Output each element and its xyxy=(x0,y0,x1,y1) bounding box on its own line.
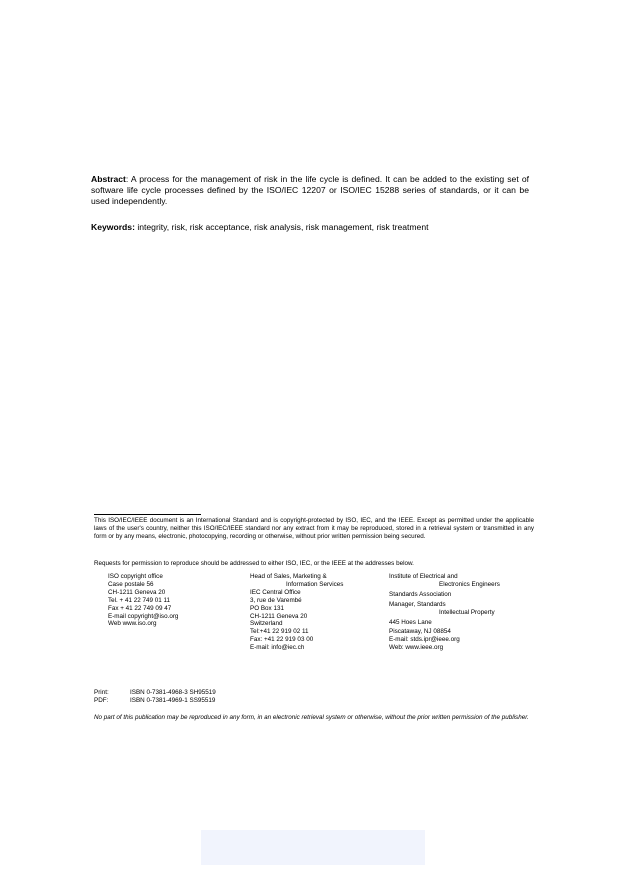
abstract-text: : A process for the management of risk in the life cycle is defined. It can be added to the existing set of software life cycle processes defined by the ISO/IEC 12207 or ISO/IEC 15288 series of standards, or it can be used independently. xyxy=(91,174,529,206)
iso-address-line: Fax + 41 22 749 09 47 xyxy=(108,604,172,612)
isbn-pdf-label: PDF: xyxy=(94,697,109,705)
iec-email[interactable]: E-mail: info@iec.ch xyxy=(250,644,305,652)
iec-address-line: CH-1211 Geneva 20 xyxy=(250,612,308,620)
ieee-email[interactable]: E-mail: stds.ipr@ieee.org xyxy=(389,636,460,644)
iec-address-line: Head of Sales, Marketing & xyxy=(250,573,327,580)
ieee-address-line: Institute of Electrical and xyxy=(389,573,458,580)
permission-requests: Requests for permission to reproduce should be addressed to either ISO, IEC, or the IEEE at the addresses below. xyxy=(94,560,414,567)
ieee-address-line: Standards Association xyxy=(389,590,452,598)
ieee-address xyxy=(389,573,500,652)
ieee-address-line: Manager, Standards xyxy=(389,600,446,608)
ieee-address-line: Electronics Engineers xyxy=(439,580,500,588)
iso-address-line: Case postale 56 xyxy=(108,580,154,588)
keywords-paragraph xyxy=(91,222,529,233)
iec-address-line: Tel:+41 22 919 02 11 xyxy=(250,628,309,636)
copyright-notice: This ISO/IEC/IEEE document is an International Standard and is copyright-protected by ISO, IEC, and the IEEE. Except as permitted under the applicable laws of the user's country, neither this ISO/IEC/IEEE standard nor any extract from it may be reproduced, stored in a retrieval system or transmitted in any form or by any means, electronic, photocopying, recording or otherwise, without prior written permission being secured. xyxy=(94,517,534,541)
iso-address-line: CH-1211 Geneva 20 xyxy=(108,588,166,596)
iec-address-line: Information Services xyxy=(286,580,344,588)
ieee-website[interactable]: Web: www.ieee.org xyxy=(389,644,444,652)
isbn-block xyxy=(94,689,216,705)
ieee-address-line: Piscataway, NJ 08854 xyxy=(389,628,451,636)
isbn-print-value: ISBN 0-7381-4968-3 SH95519 xyxy=(130,689,216,696)
abstract-paragraph xyxy=(91,174,529,207)
keywords-text: integrity, risk, risk acceptance, risk analysis, risk management, risk treatment xyxy=(134,222,429,232)
keywords-label: Keywords: xyxy=(91,222,135,232)
iso-email[interactable]: E-mail copyright@iso.org xyxy=(108,612,179,620)
iso-address-line: ISO copyright office xyxy=(108,573,163,580)
iec-address-line: Fax: +41 22 919 03 00 xyxy=(250,636,314,644)
iec-address-line: PO Box 131 xyxy=(250,604,284,612)
iec-address xyxy=(250,573,343,652)
ieee-address-line: Intellectual Property xyxy=(439,608,495,616)
iec-address-line: IEC Central Office xyxy=(250,588,301,596)
iso-website[interactable]: Web www.iso.org xyxy=(108,620,157,628)
iec-address-line: 3, rue de Varembé xyxy=(250,596,302,604)
iec-address-line: Switzerland xyxy=(250,620,283,628)
isbn-pdf-value: ISBN 0-7381-4969-1 SS95519 xyxy=(130,697,216,705)
ieee-address-line: 445 Hoes Lane xyxy=(389,618,432,626)
iso-address xyxy=(108,573,178,628)
abstract-label: Abstract xyxy=(91,174,126,184)
iso-address-line: Tel. + 41 22 749 01 11 xyxy=(108,596,171,604)
reproduction-notice: No part of this publication may be reproduced in any form, in an electronic retrieval system or otherwise, without the prior written permission of the publisher. xyxy=(94,714,529,721)
isbn-print-label: Print: xyxy=(94,689,109,696)
footnote-divider xyxy=(94,514,201,515)
footer-placeholder-box xyxy=(201,830,425,865)
